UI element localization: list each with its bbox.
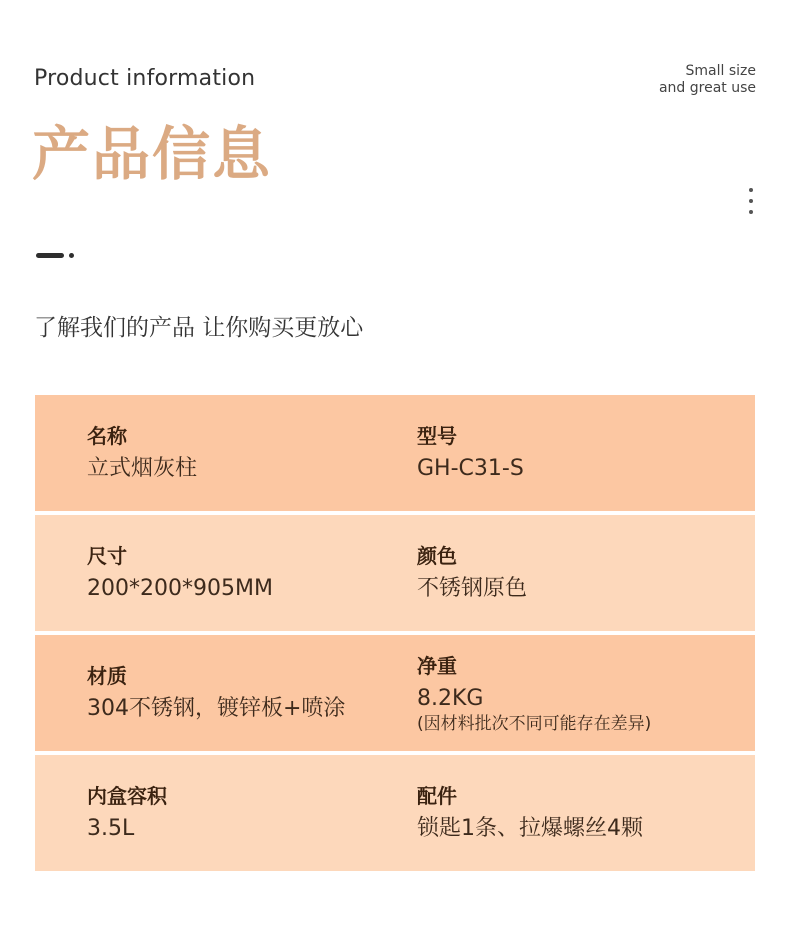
spec-label: 颜色 <box>417 544 457 568</box>
spec-value: 锁匙1条、拉爆螺丝4颗 <box>417 816 643 841</box>
spec-value: 3.5L <box>87 816 135 841</box>
spec-table <box>35 395 755 875</box>
spec-cell-weight <box>417 635 737 751</box>
spec-label: 净重 <box>417 654 457 678</box>
english-title: Product information <box>34 66 256 91</box>
spec-cell-model <box>417 395 737 511</box>
spec-label: 型号 <box>417 424 457 448</box>
spec-label: 配件 <box>417 784 457 808</box>
spec-value: 200*200*905MM <box>87 576 273 601</box>
spec-cell-accessories <box>417 755 737 871</box>
spec-row <box>35 395 755 511</box>
subtitle: 了解我们的产品 让你购买更放心 <box>34 315 364 341</box>
spec-cell-volume <box>87 755 387 871</box>
spec-label: 名称 <box>87 424 127 448</box>
spec-cell-color <box>417 515 737 631</box>
spec-value: 不锈钢原色 <box>417 576 528 601</box>
slogan-line-2: and great use <box>658 80 756 96</box>
page-title: 产品信息 <box>32 120 273 188</box>
spec-row <box>35 635 755 751</box>
spec-cell-size <box>87 515 387 631</box>
divider-mark-icon <box>36 253 76 258</box>
vertical-dots-icon <box>749 188 753 221</box>
slogan-line-1: Small size <box>685 63 756 79</box>
spec-cell-material <box>87 635 387 751</box>
spec-label: 材质 <box>87 664 127 688</box>
spec-row <box>35 755 755 871</box>
spec-label: 内盒容积 <box>87 784 167 808</box>
spec-row <box>35 515 755 631</box>
spec-label: 尺寸 <box>87 544 127 568</box>
spec-value: GH-C31-S <box>417 456 524 481</box>
spec-note: (因材料批次不同可能存在差异) <box>417 714 652 734</box>
spec-cell-name <box>87 395 387 511</box>
spec-value: 8.2KG <box>417 686 484 711</box>
slogan <box>659 63 756 97</box>
spec-value: 304不锈钢，镀锌板+喷涂 <box>87 696 346 721</box>
spec-value: 立式烟灰柱 <box>87 456 198 481</box>
